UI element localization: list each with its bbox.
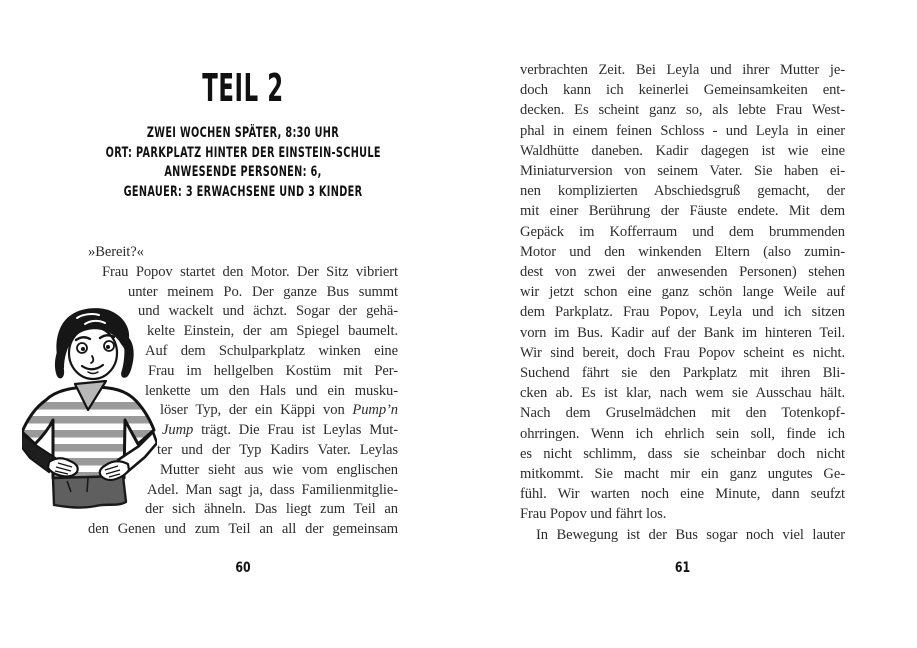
- left-pupil: [81, 347, 85, 351]
- text-line: [520, 424, 845, 444]
- text-segment: ter und der Typ Kadirs Vater. Leylas: [157, 441, 398, 458]
- text-line: [520, 141, 845, 161]
- text-segment: Frau Popov startet den Motor. Der Sitz vibriert: [102, 263, 398, 280]
- text-segment: Wir sind bereit, doch Frau Popov scheint es nicht.: [520, 344, 845, 361]
- text-segment: »Bereit?«: [88, 244, 144, 260]
- text-line: [520, 383, 845, 403]
- text-line: [520, 484, 845, 504]
- part-title: TEIL 2: [202, 66, 284, 110]
- text-line: [520, 282, 845, 302]
- emphasized-text: Jump: [162, 422, 194, 439]
- page-number-right: 61: [674, 560, 691, 576]
- text-segment: fühl. Wir warten noch eine Minute, dann seufzt: [520, 486, 845, 503]
- text-segment: verbrachten Zeit. Bei Leyla und ihrer Mutter je-: [520, 62, 845, 78]
- text-line: [520, 343, 845, 363]
- text-segment: Suchend fährt sie den Parkplatz mit ihren Bli-: [520, 365, 845, 382]
- text-segment: den Genen und zum Teil an all der gemeinsam: [88, 521, 398, 538]
- subtitle-line: GENAUER: 3 ERWACHSENE UND 3 KINDER: [123, 183, 363, 200]
- text-segment: Frau im hellgelben Kostüm mit Per-: [148, 362, 398, 379]
- text-line: [520, 60, 845, 80]
- text-segment: trägt. Die Frau ist Leylas Mut-: [193, 422, 398, 439]
- text-segment: doch kann ich keinerlei Gemeinsamkeiten ent-: [520, 82, 845, 99]
- text-segment: Auf dem Schulparkplatz winken eine: [145, 342, 398, 359]
- text-segment: unter meinem Po. Der ganze Bus summt: [128, 283, 398, 300]
- text-line: [88, 461, 398, 481]
- text-segment: In Bewegung ist der Bus sogar noch viel lauter: [536, 526, 845, 543]
- text-line: [88, 401, 398, 421]
- text-segment: lenkette um den Hals und ein musku-: [145, 382, 398, 399]
- text-line: [88, 481, 398, 501]
- text-line: [88, 283, 398, 303]
- text-segment: und wackelt und ächzt. Sogar der gehä-: [138, 303, 398, 320]
- text-segment: es nicht schlimm, dass sie scheinbar doch nicht: [520, 445, 845, 462]
- text-line: [88, 382, 398, 402]
- text-segment: Miniaturversion von seinem Vater. Sie haben ei-: [520, 163, 845, 180]
- text-line: [520, 222, 845, 242]
- text-segment: Frau Popov und fährt los.: [520, 506, 667, 523]
- right-page-body-text: [520, 60, 845, 545]
- text-segment: löser Typ, der ein Käppi von: [160, 402, 353, 419]
- text-segment: dem Parkplatz. Frau Popov, Leyla und ich sitzen: [520, 304, 845, 321]
- page-number-left: 60: [235, 560, 251, 576]
- text-segment: Motor und den winkenden Eltern (also zumin-: [520, 243, 845, 260]
- text-line: [88, 421, 398, 441]
- text-segment: Waldhütte daneben. Kadir dagegen ist wie eine: [520, 142, 845, 159]
- text-line: [520, 403, 845, 423]
- text-line: [88, 322, 398, 342]
- text-line: [520, 363, 845, 383]
- text-segment: cken ab. Es ist klar, nach wem sie Ausschau hält.: [520, 385, 845, 402]
- text-segment: kelte Einstein, der am Spiegel baumelt.: [147, 323, 398, 340]
- text-line: [520, 323, 845, 343]
- subtitle-line: ZWEI WOCHEN SPÄTER, 8:30 UHR: [146, 125, 340, 141]
- text-line: [88, 302, 398, 322]
- emphasized-text: Pump’n: [352, 402, 398, 419]
- text-line: [520, 302, 845, 322]
- text-line: [520, 80, 845, 100]
- text-segment: nen komplizierten Abschiedsgruß gemacht, der: [520, 183, 845, 200]
- text-segment: mit einer Berührung der Fäuste endete. Mit dem: [520, 203, 845, 220]
- text-line: [520, 181, 845, 201]
- text-line: [520, 444, 845, 464]
- text-segment: Adel. Man sagt ja, dass Familienmitglie-: [147, 481, 398, 498]
- text-segment: der sich ähneln. Das liegt zum Teil an: [145, 501, 398, 518]
- text-line: [520, 262, 845, 282]
- text-segment: wir jetzt schon eine ganz schön lange Weile auf: [520, 284, 845, 301]
- text-segment: decken. Es scheint ganz so, als lebte Frau West-: [520, 102, 845, 119]
- subtitle-line: ORT: PARKPLATZ HINTER DER EINSTEIN-SCHULE: [105, 144, 381, 161]
- text-segment: phal in einem feinen Schloss - und Leyla in einer: [520, 122, 845, 139]
- text-segment: Mutter sieht aus wie vom englischen: [160, 461, 398, 478]
- text-line: [88, 500, 398, 520]
- text-line: [520, 121, 845, 141]
- text-line: [88, 362, 398, 382]
- subtitle-line: ANWESENDE PERSONEN: 6,: [164, 164, 322, 180]
- text-line: [88, 520, 398, 540]
- text-line: [520, 201, 845, 221]
- text-segment: vorn im Bus. Kadir auf der Bank im hinteren Teil.: [520, 324, 845, 341]
- text-line: [520, 161, 845, 181]
- text-line: [520, 242, 845, 262]
- text-line: [88, 342, 398, 362]
- text-line: [520, 504, 845, 524]
- text-segment: ohrringen. Wenn ich ehrlich sein soll, finde ich: [520, 425, 845, 442]
- chapter-subtitle: [106, 124, 381, 202]
- text-segment: Gepäck im Kofferraum und dem brummenden: [520, 223, 845, 240]
- left-page-body-text: [88, 243, 398, 540]
- text-segment: Nach dem Gruselmädchen mit den Totenkopf-: [520, 405, 845, 422]
- text-line: [88, 263, 398, 283]
- text-segment: dest von zwei der anwesenden Personen) stehen: [520, 264, 845, 281]
- text-line: [520, 100, 845, 120]
- text-line: [88, 243, 398, 263]
- text-segment: mitkommt. Sie macht mir ein ganz ungutes Ge-: [520, 466, 845, 483]
- text-line: [520, 525, 845, 545]
- text-line: [520, 464, 845, 484]
- text-line: [88, 441, 398, 461]
